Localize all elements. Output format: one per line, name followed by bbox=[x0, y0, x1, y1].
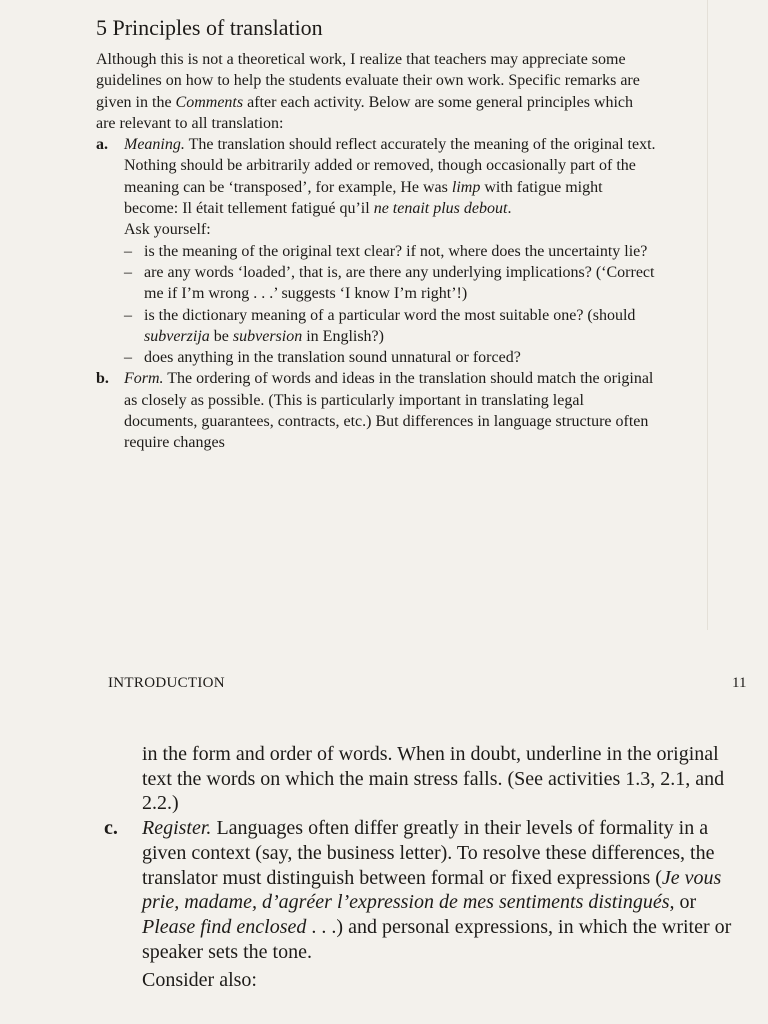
page-fold-line bbox=[707, 0, 708, 630]
question-item: – is the dictionary meaning of a particular word the most suitable one? (should subverzija be subversion in English?) bbox=[124, 306, 636, 345]
upper-page-text bbox=[96, 14, 656, 454]
principle-meaning bbox=[96, 134, 656, 368]
comments-term: Comments bbox=[175, 93, 244, 111]
continuation-paragraph: in the form and order of words. When in doubt, underline in the original text the words on which the main stress falls. (See activities 1.3, 2.1, and 2.2.) bbox=[142, 743, 725, 815]
lower-page-text bbox=[104, 742, 744, 993]
item-letter: b. bbox=[96, 370, 109, 388]
consider-also: Consider also: bbox=[142, 969, 257, 992]
question-item: – does anything in the translation sound unnatural or forced? bbox=[124, 349, 521, 367]
principle-form-text: Form. The ordering of words and ideas in the translation should match the original as closely as possible. (This is particularly important in translating legal documents, guarantees, contracts, etc.) But differences in language structure often require changes bbox=[124, 370, 654, 452]
intro-paragraph: Although this is not a theoretical work, I realize that teachers may appreciate some guidelines on how to help the students evaluate their own work. Specific remarks are given in the Comments after each activity. Below are some general principles which are relevant to all translation: bbox=[96, 51, 640, 132]
principles-list-continued bbox=[104, 816, 744, 964]
section-title: 5 Principles of translation bbox=[96, 15, 323, 40]
item-letter: a. bbox=[96, 136, 108, 154]
ask-yourself: Ask yourself: bbox=[124, 221, 211, 239]
page-number: 11 bbox=[732, 675, 747, 691]
principle-form bbox=[96, 368, 656, 453]
principle-meaning-text: Meaning. The translation should reflect accurately the meaning of the original text. Nothing should be arbitrarily added or removed, though occasionally part of the meaning can be ‘transposed’, for example, He was limp with fatigue might become: Il était tellement fatigué qu’il ne tenait plus debout. bbox=[124, 136, 656, 218]
item-letter: c. bbox=[104, 817, 118, 840]
principle-register-text: Register. Languages often differ greatly in their levels of formality in a given context (say, the business letter). To resolve these differences, the translator must distinguish between formal or fixed expressions (Je vous prie, madame, d’agréer l’expression de mes sentiments distingués, or Please find enclosed . . .) and personal expressions, in which the writer or speaker sets the tone. bbox=[142, 817, 732, 963]
question-item: – is the meaning of the original text clear? if not, where does the uncertainty lie? bbox=[124, 242, 648, 260]
principle-register bbox=[104, 816, 744, 964]
questions-list bbox=[124, 241, 656, 369]
running-head: INTRODUCTION bbox=[108, 675, 225, 691]
question-item: – are any words ‘loaded’, that is, are there any underlying implications? (‘Correct me if I’m wrong . . .’ suggests ‘I know I’m right’!) bbox=[124, 263, 655, 303]
principles-list bbox=[96, 134, 656, 453]
